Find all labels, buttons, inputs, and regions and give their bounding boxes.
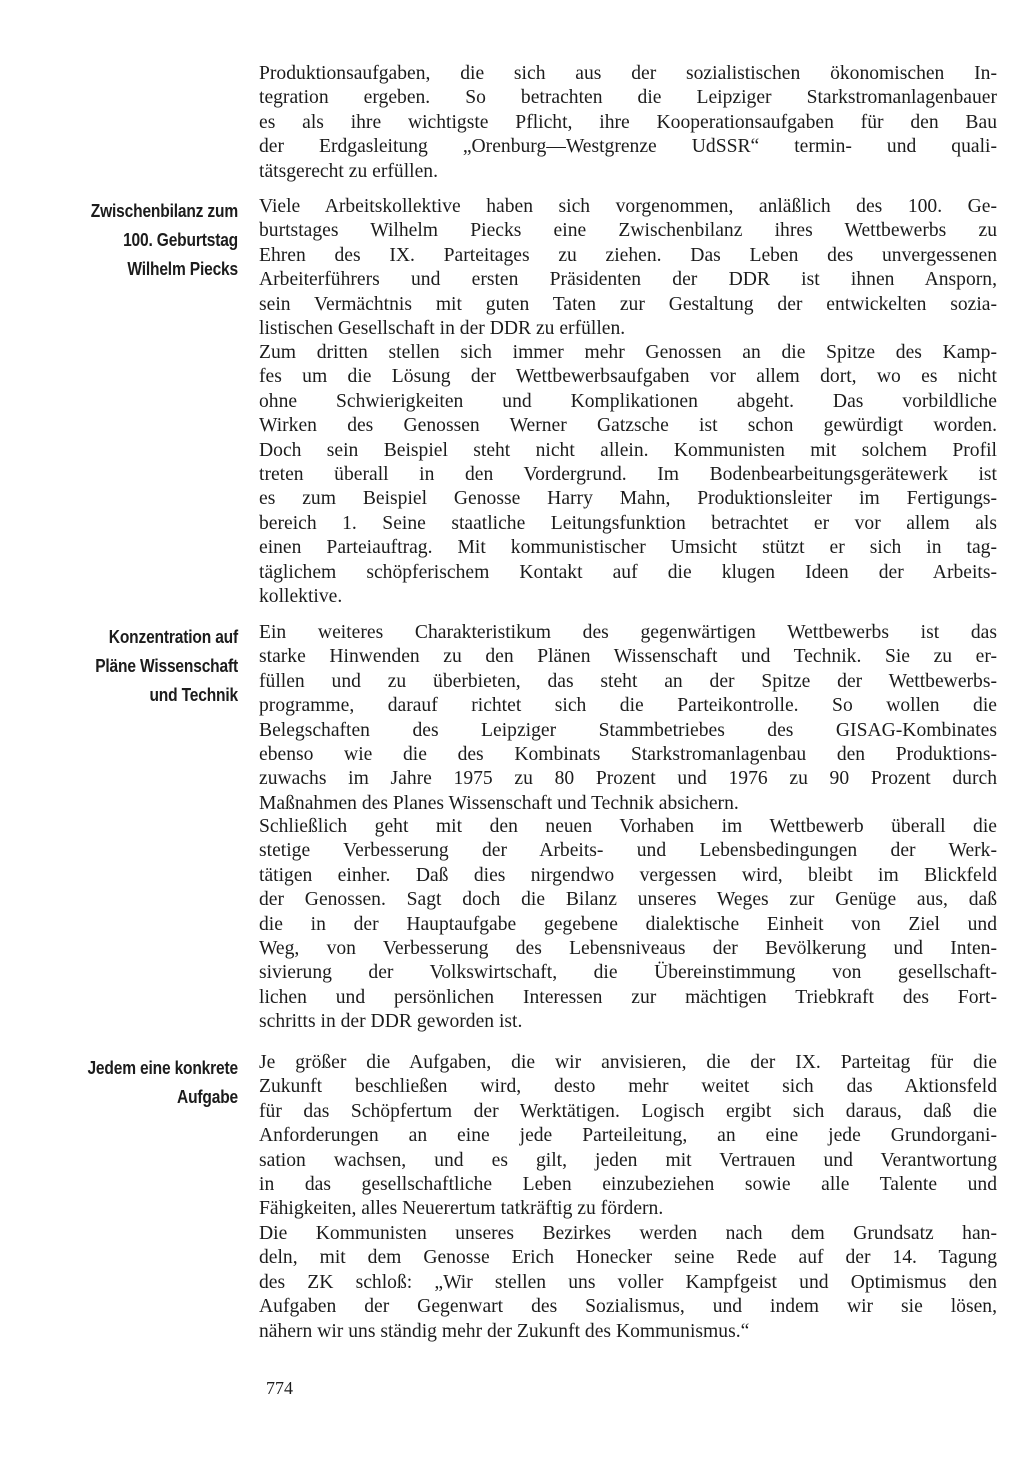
text-line: füllen und zu überbieten, das steht an der Spitze der Wettbewerbs- xyxy=(259,670,997,692)
margin-heading-line: Zwischenbilanz zum xyxy=(90,200,238,221)
margin-heading-line: Konzentration auf xyxy=(108,626,238,647)
text-line: tätsgerecht zu erfüllen. xyxy=(259,160,438,182)
text-line: es zum Beispiel Genosse Harry Mahn, Produktionsleiter im Fertigungs- xyxy=(259,488,997,510)
text-line: in das gesellschaftliche Leben einzubeziehen sowie alle Talente und xyxy=(259,1173,997,1195)
text-line: einen Parteiauftrag. Mit kommunistischer Umsicht stützt er sich in tag- xyxy=(259,537,997,559)
text-line: es als ihre wichtigste Pflicht, ihre Kooperationsaufgaben für den Bau xyxy=(259,111,997,133)
margin-heading-line: Pläne Wissenschaft xyxy=(95,655,238,676)
text-line: starke Hinwenden zu den Plänen Wissenschaft und Technik. Sie zu er- xyxy=(259,646,997,668)
margin-heading-wissenschaft-technik xyxy=(53,622,238,709)
text-line: bereich 1. Seine staatliche Leitungsfunktion betrachtet er vor allem als xyxy=(259,512,997,534)
text-line: listischen Gesellschaft in der DDR zu erfüllen. xyxy=(259,317,626,339)
text-line: lichen und persönlichen Interessen zur mächtigen Triebkraft des Fort- xyxy=(259,986,997,1008)
text-line: Produktionsaufgaben, die sich aus der sozialistischen ökonomischen In- xyxy=(259,63,997,84)
paragraph-wissenschaft-technik xyxy=(259,621,997,816)
text-line: Maßnahmen des Planes Wissenschaft und Technik absichern. xyxy=(259,792,739,814)
text-line: für das Schöpfertum der Werktätigen. Logisch ergibt sich daraus, daß die xyxy=(259,1100,997,1122)
text-line: Weg, von Verbesserung des Lebensniveaus der Bevölkerung und Inten- xyxy=(259,937,997,959)
page-number: 774 xyxy=(266,1378,293,1398)
text-line: sivierung der Volkswirtschaft, die Übereinstimmung von gesellschaft- xyxy=(259,962,997,984)
text-line: der Erdgasleitung „Orenburg—Westgrenze UdSSR“ termin- und quali- xyxy=(259,136,997,158)
paragraph-aufgaben-parteitag xyxy=(259,1051,997,1222)
text-line: Zukunft beschließen wird, desto mehr weitet sich das Aktionsfeld xyxy=(259,1076,997,1098)
text-line: ohne Schwierigkeiten und Komplikationen abgeht. Das vorbildliche xyxy=(259,390,997,412)
margin-heading-line: Jedem eine konkrete xyxy=(87,1057,238,1078)
text-line: Viele Arbeitskollektive haben sich vorgenommen, anläßlich des 100. Ge- xyxy=(259,196,997,217)
text-line: Die Kommunisten unseres Bezirkes werden nach dem Grundsatz han- xyxy=(259,1223,997,1244)
text-line: Fähigkeiten, alles Neuerertum tatkräftig zu fördern. xyxy=(259,1198,664,1220)
text-line: programme, darauf richtet sich die Parteikontrolle. So wollen die xyxy=(259,695,997,717)
text-line: Zum dritten stellen sich immer mehr Genossen an die Spitze des Kamp- xyxy=(259,342,997,363)
margin-heading-line: Aufgabe xyxy=(177,1086,238,1107)
paragraph-honecker-zitat xyxy=(259,1222,997,1344)
text-line: die in der Hauptaufgabe gegebene dialektische Einheit von Ziel und xyxy=(259,913,997,935)
text-line: Arbeiterführers und ersten Präsidenten der DDR ist ihnen Ansporn, xyxy=(259,269,997,291)
text-line: des ZK schloß: „Wir stellen uns voller Kampfgeist und Optimismus den xyxy=(259,1271,997,1293)
paragraph-lebensbedingungen xyxy=(259,815,997,1035)
text-line: kollektive. xyxy=(259,585,343,607)
margin-heading-konkrete-aufgabe xyxy=(53,1053,238,1111)
paragraph-kooperationsaufgaben xyxy=(259,62,997,184)
text-line: ebenso wie die des Kombinats Starkstromanlagenbau den Produktions- xyxy=(259,743,997,765)
text-line: Aufgaben der Gegenwart des Sozialismus, und indem wir sie lösen, xyxy=(259,1296,997,1318)
margin-heading-line: Wilhelm Piecks xyxy=(127,258,238,279)
text-line: Je größer die Aufgaben, die wir anvisieren, die der IX. Parteitag für die xyxy=(259,1052,997,1073)
text-line: Ehren des IX. Parteitages zu ziehen. Das Leben des unvergessenen xyxy=(259,244,997,266)
text-line: nähern wir uns ständig mehr der Zukunft des Kommunismus.“ xyxy=(259,1320,750,1342)
text-line: Doch sein Beispiel steht nicht allein. Kommunisten mit solchem Profil xyxy=(259,439,997,461)
text-line: stetige Verbesserung der Arbeits- und Lebensbedingungen der Werk- xyxy=(259,840,997,862)
paragraph-kampf-wettbewerb xyxy=(259,341,997,609)
margin-heading-wilhelm-pieck xyxy=(53,196,238,283)
text-line: fes um die Lösung der Wettbewerbsaufgaben vor allem dort, wo es nicht xyxy=(259,366,997,388)
paragraph-zwischenbilanz xyxy=(259,195,997,341)
text-line: zuwachs im Jahre 1975 zu 80 Prozent und 1976 zu 90 Prozent durch xyxy=(259,768,997,790)
text-line: der Genossen. Sagt doch die Bilanz unseres Weges zur Genüge aus, daß xyxy=(259,889,997,911)
text-line: burtstages Wilhelm Piecks eine Zwischenbilanz ihres Wettbewerbs zu xyxy=(259,220,997,242)
margin-heading-line: und Technik xyxy=(149,684,238,705)
margin-heading-line: 100. Geburtstag xyxy=(123,229,238,250)
text-line: Wirken des Genossen Werner Gatzsche ist schon gewürdigt worden. xyxy=(259,415,997,437)
text-line: tegration ergeben. So betrachten die Leipziger Starkstromanlagenbauer xyxy=(259,87,997,109)
text-line: Ein weiteres Charakteristikum des gegenwärtigen Wettbewerbs ist das xyxy=(259,622,997,643)
text-line: tätigen einher. Daß dies nirgendwo vergessen wird, bleibt im Blickfeld xyxy=(259,864,997,886)
text-line: sein Vermächtnis mit guten Taten zur Gestaltung der entwickelten sozia- xyxy=(259,293,997,315)
text-line: sation wachsen, und es gilt, jeden mit Vertrauen und Verantwortung xyxy=(259,1149,997,1171)
text-line: deln, mit dem Genosse Erich Honecker seine Rede auf der 14. Tagung xyxy=(259,1247,997,1269)
text-line: schritts in der DDR geworden ist. xyxy=(259,1011,523,1033)
text-line: Anforderungen an eine jede Parteileitung, an eine jede Grundorgani- xyxy=(259,1125,997,1147)
text-line: Belegschaften des Leipziger Stammbetriebes des GISAG-Kombinates xyxy=(259,719,997,741)
text-line: täglichem schöpferischem Kontakt auf die klugen Ideen der Arbeits- xyxy=(259,561,997,583)
text-line: Schließlich geht mit den neuen Vorhaben im Wettbewerb überall die xyxy=(259,816,997,837)
text-line: treten überall in den Vordergrund. Im Bodenbearbeitungsgerätewerk ist xyxy=(259,463,997,485)
